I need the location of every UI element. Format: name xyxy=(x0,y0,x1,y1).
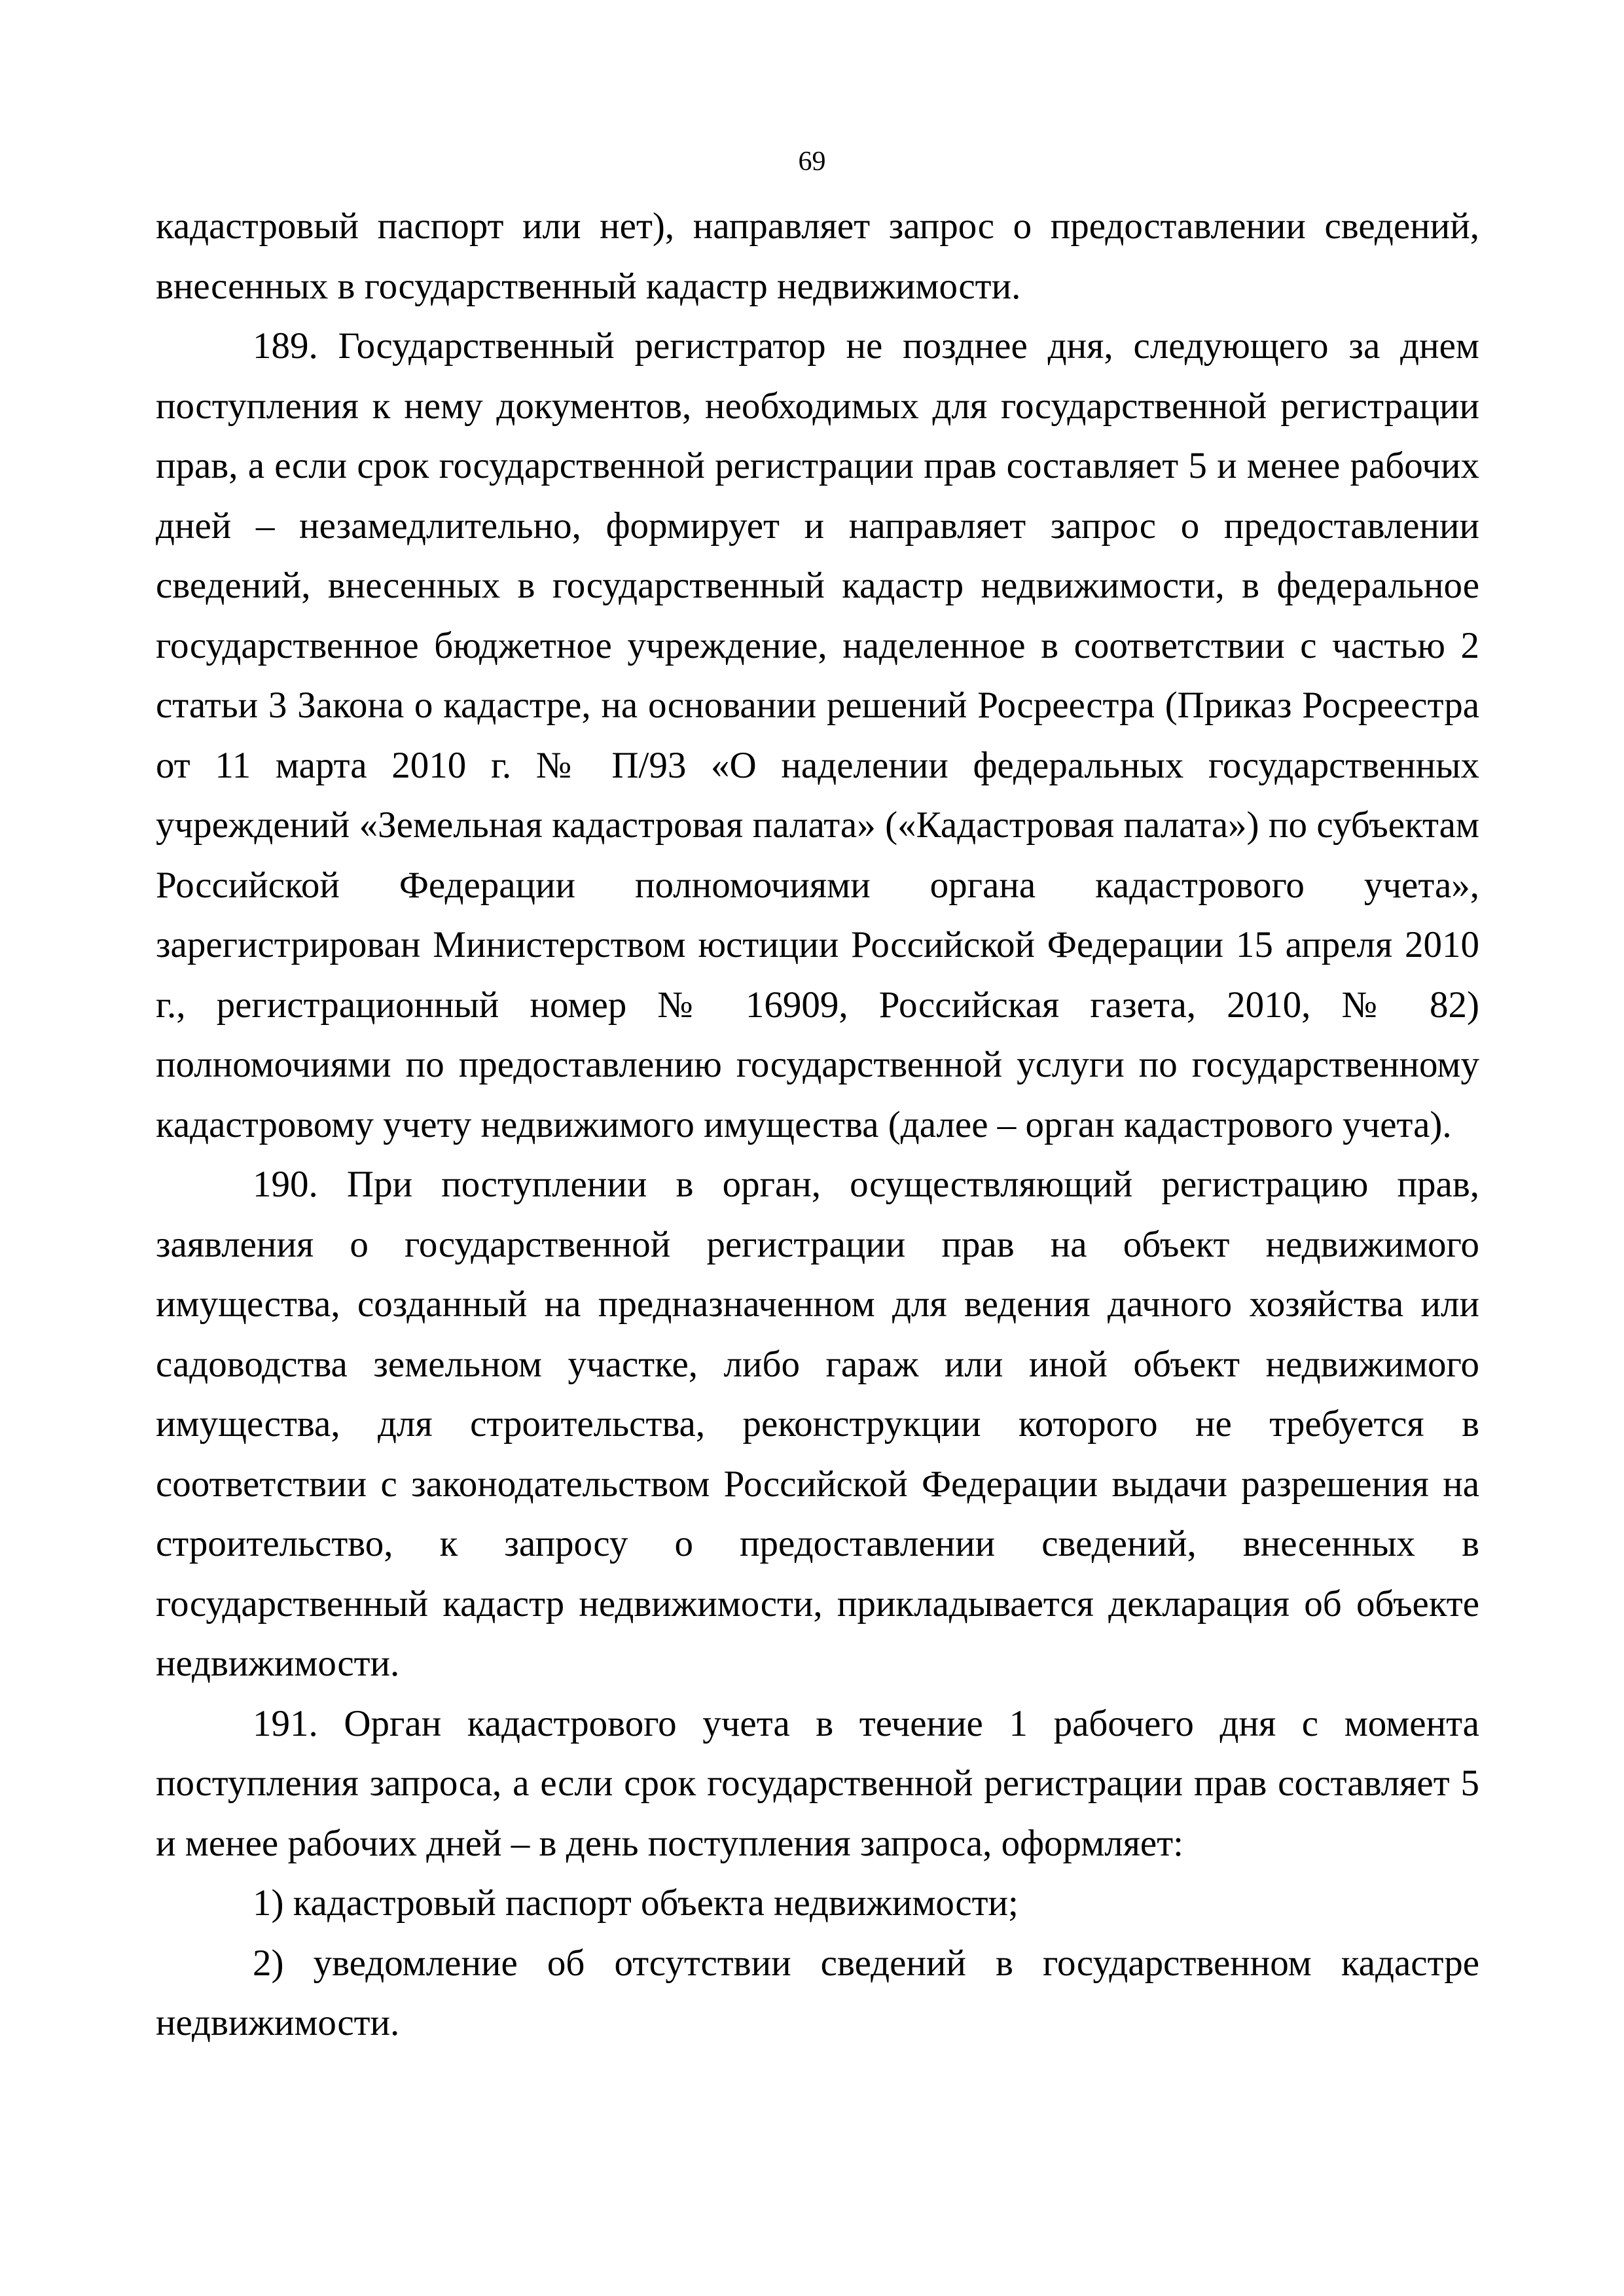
paragraph-191: 191. Орган кадастрового учета в течение 1 рабочего дня с момента поступления запроса, а если срок государственной регистрации прав составляет 5 и менее рабочих дней – в день поступления запроса, оформляет: xyxy=(156,1702,1479,1864)
list-item-1: 1) кадастровый паспорт объекта недвижимости; xyxy=(253,1882,1019,1924)
paragraph-continuation: кадастровый паспорт или нет), направляет запрос о предоставлении сведений, внесенных в государственный кадастр недвижимости. xyxy=(156,206,1479,307)
document-body xyxy=(156,196,1479,2053)
page-number: 69 xyxy=(798,147,826,177)
list-item-2: 2) уведомление об отсутствии сведений в государственном кадастре недвижимости. xyxy=(156,1942,1479,2043)
paragraph-190: 190. При поступлении в орган, осуществляющий регистрацию прав, заявления о государственной регистрации прав на объект недвижимого имущества, созданный на предназначенном для ведения дачного хозяйства или садоводства земельном участке, либо гараж или иной объект недвижимого имущества, для строительства, реконструкции которого не требуется в соответствии с законодательством Российской Федерации выдачи разрешения на строительство, к запросу о предоставлении сведений, внесенных в государственный кадастр недвижимости, прикладывается декларация об объекте недвижимости. xyxy=(156,1164,1479,1684)
paragraph-189: 189. Государственный регистратор не позднее дня, следующего за днем поступления к нему документов, необходимых для государственной регистрации прав, а если срок государственной регистрации прав составляет 5 и менее рабочих дней – незамедлительно, формирует и направляет запрос о предоставлении сведений, внесенных в государственный кадастр недвижимости, в федеральное государственное бюджетное учреждение, наделенное в соответствии с частью 2 статьи 3 Закона о кадастре, на основании решений Росреестра (Приказ Росреестра от 11 марта 2010 г. № П/93 «О наделении федеральных государственных учреждений «Земельная кадастровая палата» («Кадастровая палата») по субъектам Российской Федерации полномочиями органа кадастрового учета», зарегистрирован Министерством юстиции Российской Федерации 15 апреля 2010 г., регистрационный номер № 16909, Российская газета, 2010, № 82) полномочиями по предоставлению государственной услуги по государственному кадастровому учету недвижимого имущества (далее – орган кадастрового учета). xyxy=(156,325,1479,1145)
